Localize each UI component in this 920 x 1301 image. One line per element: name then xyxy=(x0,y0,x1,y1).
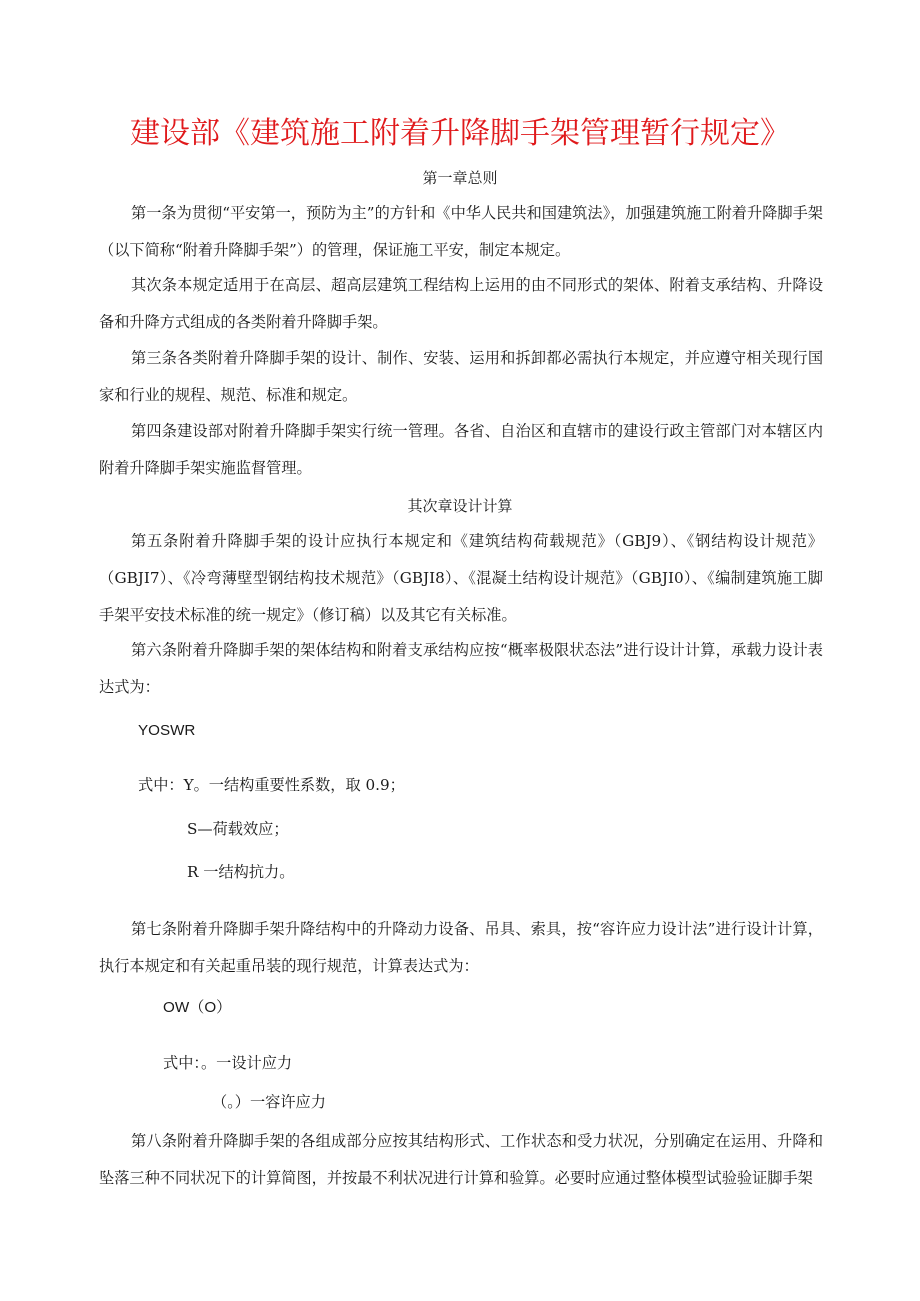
formula-2-allow: （。）一容许应力 xyxy=(212,1093,326,1111)
formula-1-r: R 一结构抗力。 xyxy=(187,863,295,881)
formula-1-where: 式中：Y。一结构重要性系数，取 0.9； xyxy=(138,776,405,794)
chapter-heading-2: 其次章设计计算 xyxy=(407,497,513,515)
document-title: 建设部《建筑施工附着升降脚手架管理暂行规定》 xyxy=(130,116,790,151)
article-6: 第六条附着升降脚手架的架体结构和附着支承结构应按“概率极限状态法”进行设计计算，承载力设计表达式为： xyxy=(99,641,823,696)
article-5: 第五条附着升降脚手架的设计应执行本规定和《建筑结构荷载规范》（GBJ9）、《钢结构设计规范》（GBJI7）、《冷弯薄壁型钢结构技术规范》（GBJI8）、《混凝土结构设计规范》（GBJI0）、《编制建筑施工脚手架平安技术标准的统一规定》（修订稿）以及其它有关标准。 xyxy=(99,532,823,624)
article-2: 其次条本规定适用于在高层、超高层建筑工程结构上运用的由不同形式的架体、附着支承结构、升降设备和升降方式组成的各类附着升降脚手架。 xyxy=(99,276,823,331)
article-7: 第七条附着升降脚手架升降结构中的升降动力设备、吊具、索具，按“容许应力设计法”进行设计计算，执行本规定和有关起重吊装的现行规范，计算表达式为： xyxy=(99,920,823,975)
article-4: 第四条建设部对附着升降脚手架实行统一管理。各省、自治区和直辖市的建设行政主管部门对本辖区内附着升降脚手架实施监督管理。 xyxy=(99,422,823,477)
article-1: 第一条为贯彻“平安第一，预防为主”的方针和《中华人民共和国建筑法》，加强建筑施工附着升降脚手架（以下简称“附着升降脚手架”）的管理，保证施工平安，制定本规定。 xyxy=(99,204,823,259)
formula-2: OW（O） xyxy=(163,999,232,1016)
formula-1: YOSWR xyxy=(138,722,196,739)
formula-2-where: 式中：。一设计应力 xyxy=(163,1054,293,1072)
article-3: 第三条各类附着升降脚手架的设计、制作、安装、运用和拆卸都必需执行本规定，并应遵守相关现行国家和行业的规程、规范、标准和规定。 xyxy=(99,349,823,404)
formula-1-s: S—荷载效应； xyxy=(187,820,289,838)
article-8: 第八条附着升降脚手架的各组成部分应按其结构形式、工作状态和受力状况，分别确定在运用、升降和坠落三种不同状况下的计算简图，并按最不利状况进行计算和验算。必要时应通过整体模型试验验证脚手架 xyxy=(99,1132,823,1187)
chapter-heading-1: 第一章总则 xyxy=(422,169,498,187)
